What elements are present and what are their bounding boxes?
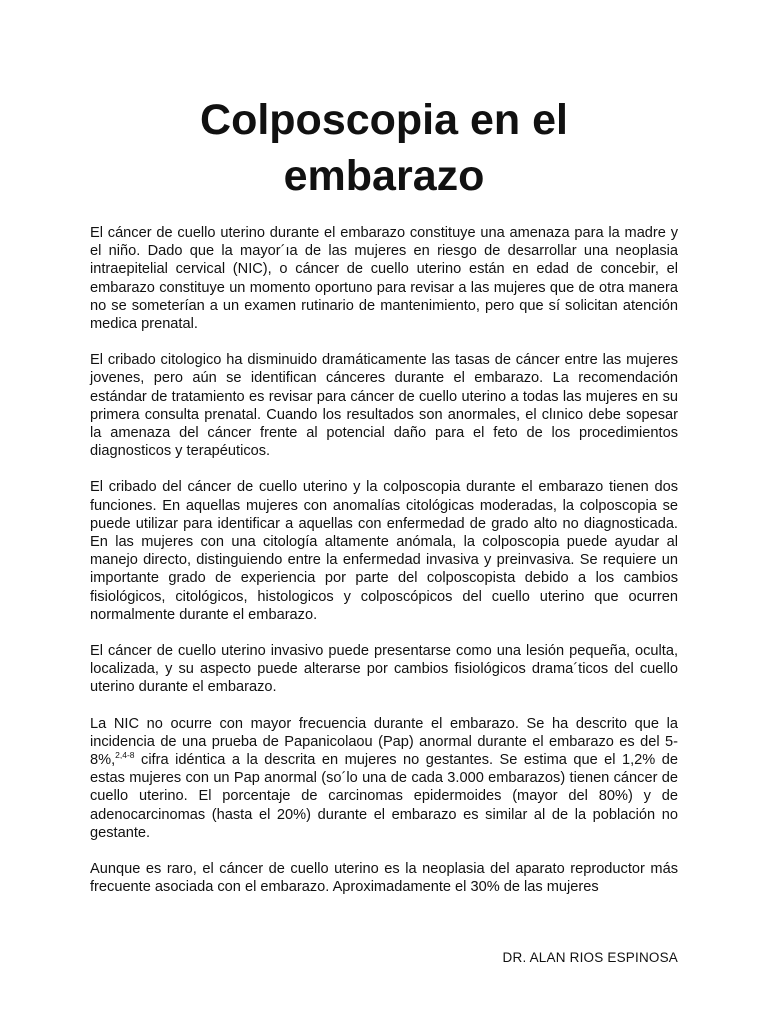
page-title — [90, 92, 678, 204]
paragraph-6: Aunque es raro, el cáncer de cuello uterino es la neoplasia del aparato reproductor más frecuente asociada con el embarazo. Aproximadamente el 30% de las mujeres — [90, 861, 678, 896]
paragraph-5-text-a: La NIC no ocurre con mayor frecuencia durante el embarazo. Se ha descrito que la incidencia de una prueba de Papanicolaou (Pap) anormal durante el embarazo es del 5-8%, — [90, 715, 678, 769]
paragraph-2: El cribado citologico ha disminuido dramáticamente las tasas de cáncer entre las mujeres jovenes, pero aún se identifican cánceres durante el embarazo. La recomendación estándar de tratamiento es revisar para cáncer de cuello uterino a todas las mujeres en su primera consulta prenatal. Cuando los resultados son anormales, el clınico debe sopesar la amenaza del cáncer frente al potencial daño para el feto de los procedimientos diagnosticos y terapéuticos. — [90, 352, 678, 460]
paragraph-3: El cribado del cáncer de cuello uterino y la colposcopia durante el embarazo tienen dos funciones. En aquellas mujeres con anomalías citológicas moderadas, la colposcopia se puede utilizar para identificar a aquellas con enfermedad de grado alto no diagnosticada. En las mujeres con una citología altamente anómala, la colposcopia puede ayudar al manejo directo, distinguiendo entre la enfermedad invasiva y preinvasiva. Se requiere un importante grado de experiencia por parte del colposcopista debido a los cambios fisiológicos, citológicos, histologicos y colposcópicos del cuello uterino que ocurren normalmente durante el embarazo. — [90, 479, 678, 623]
author-name: DR. ALAN RIOS ESPINOSA — [502, 950, 678, 965]
paragraph-5-text-b: cifra idéntica a la descrita en mujeres no gestantes. Se estima que el 1,2% de estas mujeres con un Pap anormal (so´lo una de cada 3.000 embarazos) tienen cáncer de cuello uterino. El porcentaje de carcinomas epidermoides (mayor del 80%) y de adenocarcinomas (hasta el 20%) durante el embarazo es similar al de la población no gestante. — [90, 752, 678, 841]
citation-superscript: 2,4-8 — [115, 750, 135, 761]
article-body — [90, 224, 678, 897]
paragraph-1: El cáncer de cuello uterino durante el embarazo constituye una amenaza para la madre y el niño. Dado que la mayor´ıa de las mujeres en riesgo de desarrollar una neoplasia intraepitelial cervical (NIC), o cáncer de cuello uterino están en edad de concebir, el embarazo constituye un momento oportuno para revisar a las mujeres que de otra manera no se someterían a un examen rutinario de mantenimiento, pero que sí solicitan atención medica prenatal. — [90, 225, 678, 333]
paragraph-4: El cáncer de cuello uterino invasivo puede presentarse como una lesión pequeña, oculta, localizada, y su aspecto puede alterarse por cambios fisiológicos drama´ticos del cuello uterino durante el embarazo. — [90, 643, 678, 696]
page-title-line-1: Colposcopia en el — [200, 96, 568, 144]
paragraph-5 — [90, 715, 678, 842]
page-title-line-2: embarazo — [283, 152, 485, 200]
